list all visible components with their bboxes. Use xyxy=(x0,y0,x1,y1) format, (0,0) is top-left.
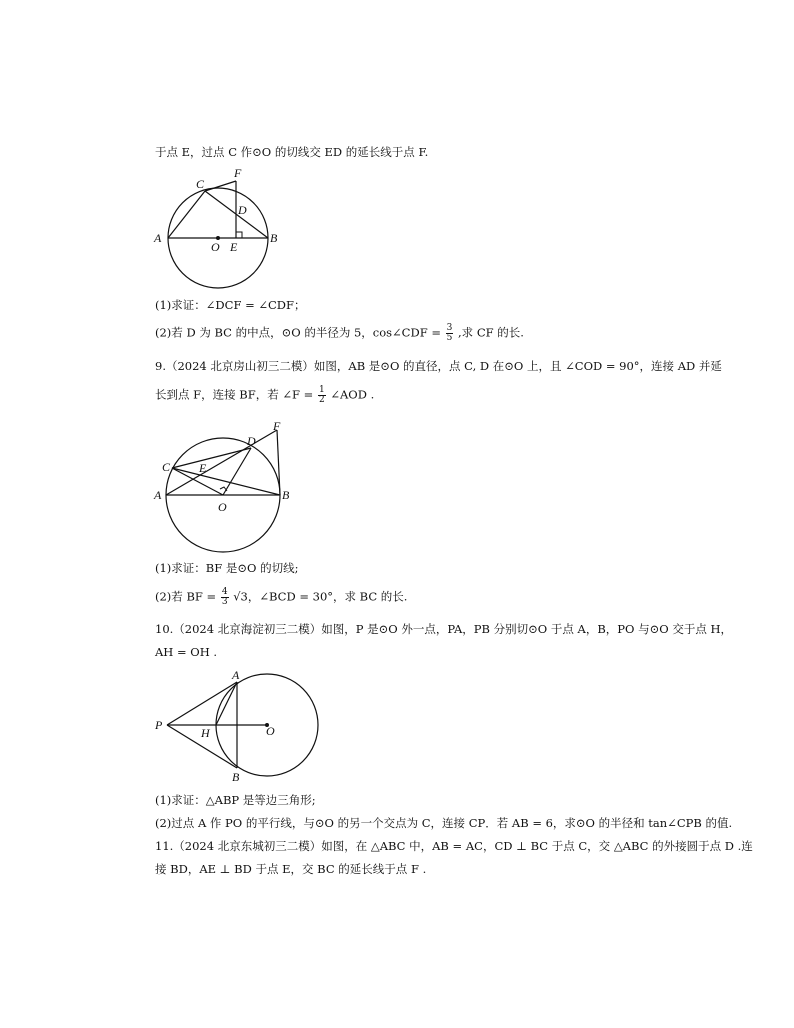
frac-num: 4 xyxy=(221,587,228,597)
text-line-3 xyxy=(155,324,524,343)
segment-co xyxy=(172,468,223,495)
frac-num: 3 xyxy=(446,323,453,333)
label-a: A xyxy=(154,488,162,502)
label-a: A xyxy=(154,231,162,245)
label-f: F xyxy=(234,166,242,180)
right-angle-mark xyxy=(236,232,242,238)
right-angle-mark xyxy=(220,487,227,491)
text-line-1: 于点 E，过点 C 作⊙O 的切线交 ED 的延长线于点 F. xyxy=(155,145,429,159)
text-line-10: (1)求证：△ABP 是等边三角形; xyxy=(155,793,316,807)
text-line-3b: ,求 CF 的长. xyxy=(458,325,524,340)
text-line-12: 11.（2024 北京东城初三二模）如图，在 △ABC 中，AB = AC，CD ⊥ BC 于点 C，交 △ABC 的外接圆于点 D .连 xyxy=(155,839,753,853)
label-e: E xyxy=(199,461,207,475)
text-line-5 xyxy=(155,386,374,405)
label-p: P xyxy=(155,718,163,732)
text-line-5b: ∠AOD . xyxy=(330,387,375,402)
fraction-1-2 xyxy=(318,386,326,405)
frac-num: 1 xyxy=(318,385,325,395)
fraction-4-3 xyxy=(221,588,229,607)
frac-den: 5 xyxy=(446,333,453,343)
text-line-7a: (2)若 BF = xyxy=(155,589,217,604)
segment-cd xyxy=(172,448,251,468)
label-a: A xyxy=(232,668,240,682)
text-line-9: AH = OH . xyxy=(155,645,218,659)
frac-den: 2 xyxy=(318,395,325,405)
figure-2-diagram xyxy=(150,418,300,558)
label-c: C xyxy=(196,177,205,191)
text-line-4: 9.（2024 北京房山初三二模）如图，AB 是⊙O 的直径，点 C, D 在⊙O 上，且 ∠COD = 90°，连接 AD 并延 xyxy=(155,359,722,373)
label-o: O xyxy=(266,724,275,738)
label-f: F xyxy=(273,419,281,433)
label-d: D xyxy=(247,434,256,448)
figure-3-diagram xyxy=(150,668,325,786)
text-line-5a: 长到点 F，连接 BF，若 ∠F = xyxy=(155,387,314,402)
label-b: B xyxy=(282,488,290,502)
text-line-11: (2)过点 A 作 PO 的平行线，与⊙O 的另一个交点为 C，连接 CP．若 AB = 6，求⊙O 的半径和 tan∠CPB 的值. xyxy=(155,816,733,830)
label-h: H xyxy=(201,726,210,740)
text-line-13: 接 BD，AE ⊥ BD 于点 E，交 BC 的延长线于点 F . xyxy=(155,862,427,876)
label-o: O xyxy=(218,500,227,514)
segment-fb xyxy=(277,430,280,495)
label-b: B xyxy=(232,770,240,784)
text-line-8: 10.（2024 北京海淀初三二模）如图，P 是⊙O 外一点，PA，PB 分别切⊙O 于点 A，B，PO 与⊙O 交于点 H， xyxy=(155,622,733,636)
text-line-2: (1)求证：∠DCF = ∠CDF； xyxy=(155,298,306,312)
segment-af xyxy=(166,430,277,495)
text-line-7 xyxy=(155,588,407,607)
label-o: O xyxy=(211,240,220,254)
fraction-3-5 xyxy=(446,324,454,343)
segment-od xyxy=(223,448,251,495)
label-e: E xyxy=(230,240,238,254)
label-d: D xyxy=(238,203,247,217)
text-line-3a: (2)若 D 为 BC 的中点，⊙O 的半径为 5，cos∠CDF = xyxy=(155,325,441,340)
text-line-7b: √3，∠BCD = 30°，求 BC 的长. xyxy=(233,589,408,604)
frac-den: 3 xyxy=(221,597,228,607)
text-line-6: (1)求证：BF 是⊙O 的切线; xyxy=(155,561,299,575)
figure-1-diagram xyxy=(150,164,290,292)
label-b: B xyxy=(270,231,278,245)
label-c: C xyxy=(162,460,171,474)
